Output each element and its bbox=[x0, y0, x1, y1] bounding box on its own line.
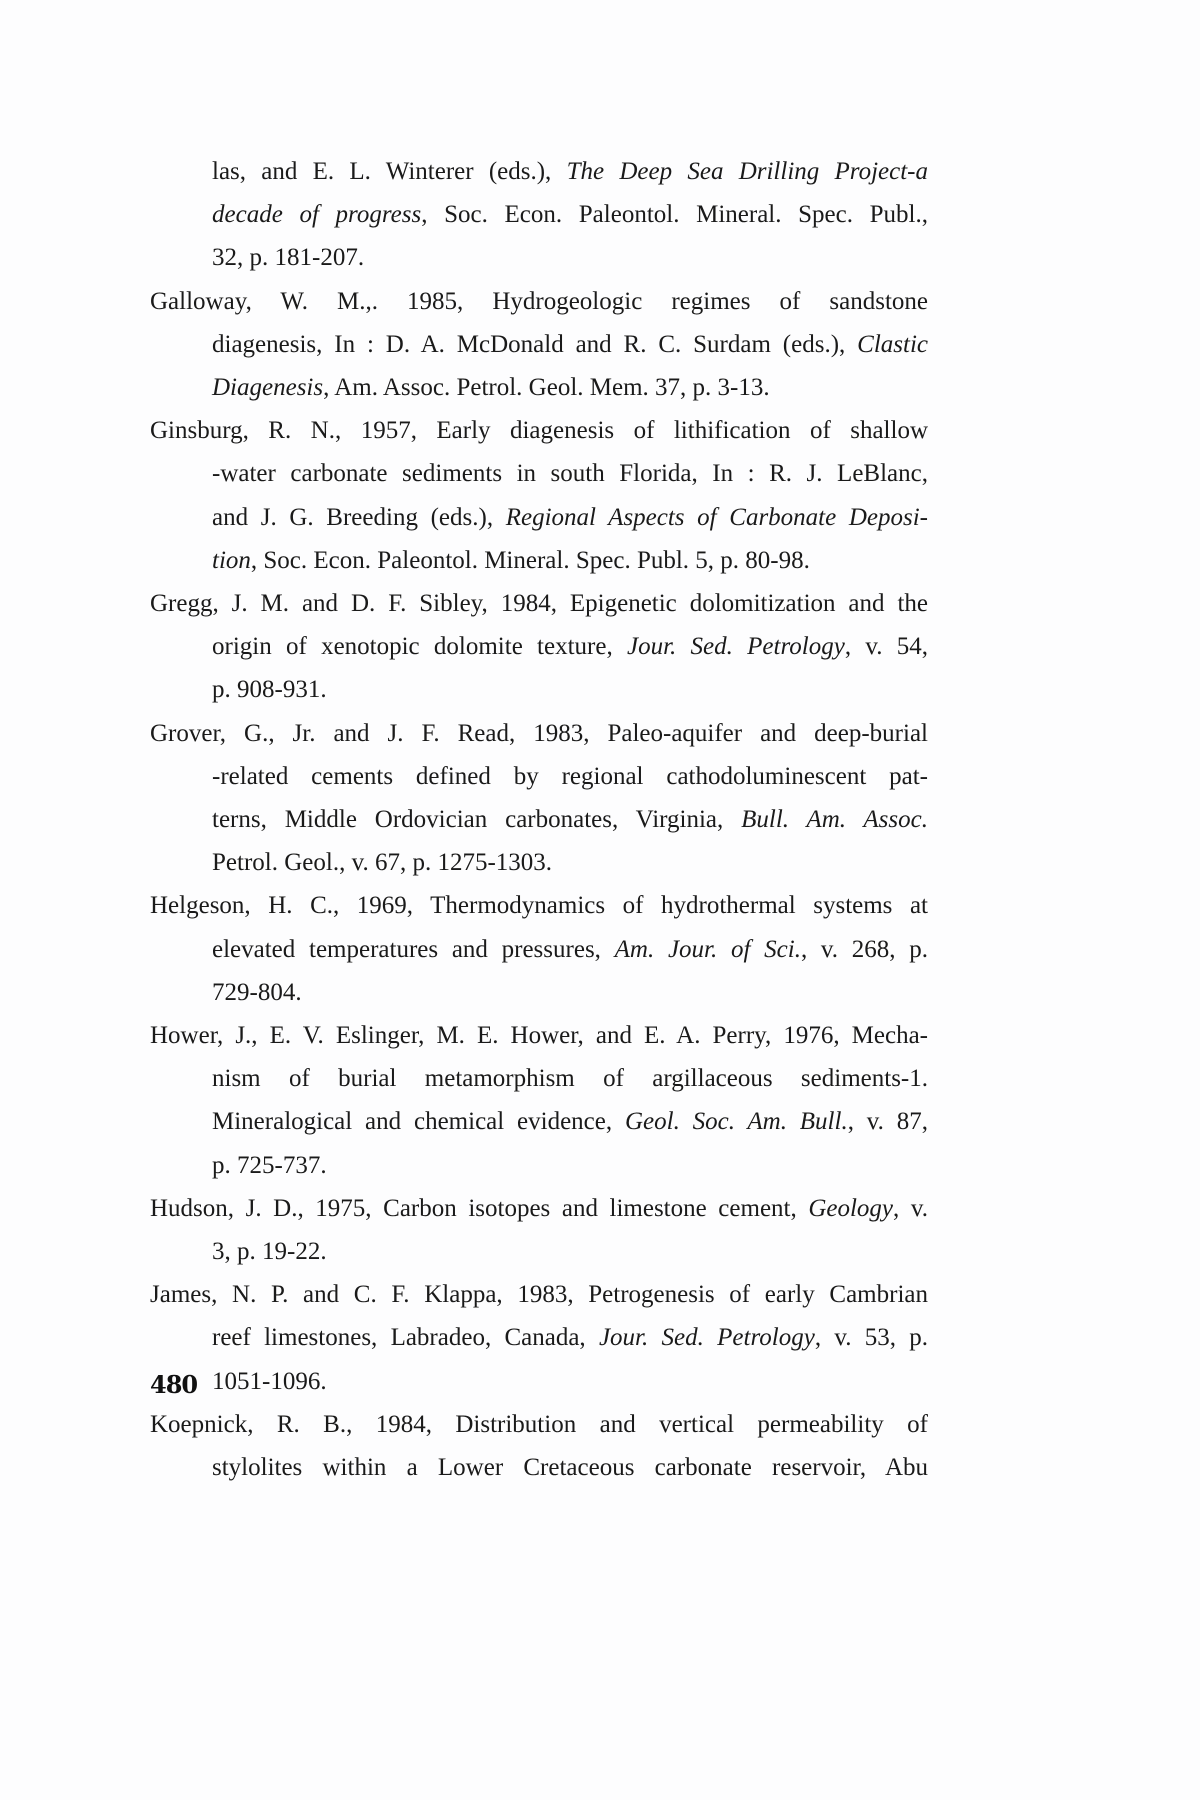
reference-line bbox=[212, 973, 928, 1009]
italic-title: Diagenesis bbox=[212, 374, 324, 401]
reference-line bbox=[150, 1275, 928, 1311]
italic-title: tion bbox=[212, 546, 251, 574]
reference-line bbox=[212, 1146, 928, 1182]
italic-title: Clastic bbox=[857, 330, 928, 358]
reference-line bbox=[150, 886, 928, 922]
reference-text: Grover, G., Jr. and J. F. Read, 1983, Paleo-aquifer and deep-burial bbox=[150, 719, 928, 747]
reference-line bbox=[212, 541, 928, 577]
reference-line bbox=[212, 1448, 928, 1484]
reference-text: , v. 53, p. bbox=[814, 1324, 928, 1352]
italic-title: The Deep Sea Drilling Project-a bbox=[566, 158, 929, 185]
reference-text: , Soc. Econ. Paleontol. Mineral. Spec. Publ., bbox=[421, 201, 928, 229]
reference-line bbox=[212, 843, 928, 879]
reference-line bbox=[150, 411, 928, 447]
reference-text: Koepnick, R. B., 1984, Distribution and vertical permeability of bbox=[150, 1410, 928, 1438]
reference-line bbox=[212, 454, 928, 490]
reference-line bbox=[212, 368, 928, 404]
reference-line bbox=[150, 1016, 928, 1052]
reference-line bbox=[212, 800, 928, 836]
reference-text: Mineralogical and chemical evidence, bbox=[212, 1108, 625, 1136]
italic-title: Regional Aspects of Carbonate Deposi- bbox=[505, 503, 929, 531]
reference-line bbox=[150, 1405, 928, 1441]
reference-text: 3, p. 19-22. bbox=[212, 1238, 327, 1265]
reference-line bbox=[212, 670, 928, 706]
reference-text: -water carbonate sediments in south Florida, In : R. J. LeBlanc, bbox=[212, 460, 928, 488]
reference-text: nism of burial metamorphism of argillaceous sediments-1. bbox=[212, 1065, 928, 1093]
reference-line bbox=[212, 1362, 928, 1398]
reference-text: , v. 54, bbox=[844, 633, 928, 661]
reference-line bbox=[150, 584, 928, 620]
reference-line bbox=[150, 282, 928, 318]
reference-text: p. 725-737. bbox=[212, 1151, 327, 1179]
reference-text: reef limestones, Labradeo, Canada, bbox=[212, 1324, 599, 1352]
italic-title: Geol. Soc. Am. Bull. bbox=[624, 1108, 848, 1136]
reference-text: Galloway, W. M.,. 1985, Hydrogeologic regimes of sandstone bbox=[150, 287, 928, 315]
reference-text: Helgeson, H. C., 1969, Thermodynamics of hydrothermal systems at bbox=[150, 892, 928, 920]
reference-text: Hudson, J. D., 1975, Carbon isotopes and limestone cement, bbox=[150, 1194, 809, 1222]
reference-text: p. 908-931. bbox=[212, 676, 327, 704]
reference-text: and J. G. Breeding (eds.), bbox=[212, 503, 506, 531]
italic-title: Geology bbox=[808, 1194, 894, 1222]
reference-text: Petrol. Geol., v. 67, p. 1275-1303. bbox=[212, 849, 553, 877]
reference-line bbox=[150, 714, 928, 750]
reference-text: , v. 268, p. bbox=[800, 935, 928, 963]
reference-text: James, N. P. and C. F. Klappa, 1983, Petrogenesis of early Cambrian bbox=[150, 1281, 928, 1309]
italic-title: Am. Jour. of Sci. bbox=[614, 935, 801, 963]
reference-text: 32, p. 181-207. bbox=[212, 244, 365, 272]
reference-text: diagenesis, In : D. A. McDonald and R. C. Surdam (eds.), bbox=[212, 330, 858, 358]
reference-line bbox=[212, 930, 928, 966]
reference-line bbox=[212, 152, 928, 188]
reference-line bbox=[212, 627, 928, 663]
reference-line bbox=[212, 1059, 928, 1095]
reference-text: las, and E. L. Winterer (eds.), bbox=[212, 158, 567, 185]
reference-text: , Am. Assoc. Petrol. Geol. Mem. 37, p. 3-13. bbox=[323, 374, 770, 401]
reference-text: terns, Middle Ordovician carbonates, Virginia, bbox=[212, 806, 742, 833]
reference-text: 1051-1096. bbox=[212, 1367, 327, 1395]
reference-text: stylolites within a Lower Cretaceous carbonate reservoir, Abu bbox=[212, 1454, 928, 1481]
reference-text: Gregg, J. M. and D. F. Sibley, 1984, Epigenetic dolomitization and the bbox=[150, 590, 928, 617]
reference-text: Ginsburg, R. N., 1957, Early diagenesis of lithification of shallow bbox=[150, 417, 928, 445]
reference-text: , v. bbox=[893, 1194, 928, 1222]
reference-line bbox=[212, 195, 928, 231]
reference-line bbox=[212, 1102, 928, 1138]
reference-text: -related cements defined by regional cathodoluminescent pat- bbox=[212, 762, 928, 790]
reference-text: , v. 87, bbox=[847, 1108, 928, 1136]
reference-line bbox=[150, 1189, 928, 1225]
reference-line bbox=[212, 325, 928, 361]
reference-line bbox=[212, 238, 928, 274]
italic-title: decade of progress bbox=[212, 201, 422, 229]
reference-text: , Soc. Econ. Paleontol. Mineral. Spec. Publ. 5, p. 80-98. bbox=[250, 546, 810, 574]
reference-text: elevated temperatures and pressures, bbox=[212, 935, 615, 963]
reference-text: origin of xenotopic dolomite texture, bbox=[212, 633, 627, 661]
italic-title: Jour. Sed. Petrology bbox=[598, 1324, 815, 1352]
page-number: 480 bbox=[150, 1370, 198, 1399]
reference-line bbox=[212, 498, 928, 534]
reference-text: 729-804. bbox=[212, 978, 302, 1006]
reference-line bbox=[212, 1318, 928, 1354]
italic-title: Bull. Am. Assoc. bbox=[741, 806, 928, 833]
reference-line bbox=[212, 1232, 928, 1268]
reference-text: Hower, J., E. V. Eslinger, M. E. Hower, and E. A. Perry, 1976, Mecha- bbox=[150, 1022, 928, 1049]
reference-line bbox=[212, 757, 928, 793]
italic-title: Jour. Sed. Petrology bbox=[626, 633, 845, 661]
